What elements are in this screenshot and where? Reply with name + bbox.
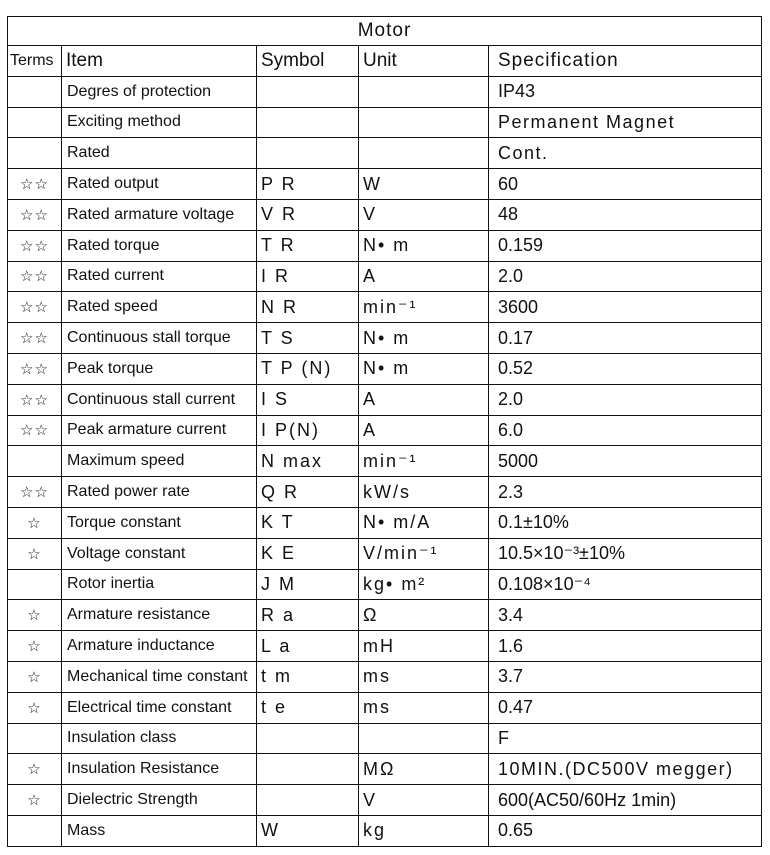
unit-cell: kW/s: [359, 477, 489, 508]
table-row: [8, 323, 762, 354]
terms-cell: [8, 446, 62, 477]
symbol-cell: [257, 723, 359, 754]
unit-cell: ms: [359, 692, 489, 723]
item-cell: Degres of protection: [62, 76, 257, 107]
terms-cell: ☆☆: [8, 323, 62, 354]
header-item: Item: [62, 46, 257, 77]
item-cell: Peak torque: [62, 353, 257, 384]
specification-cell: 0.47: [489, 692, 762, 723]
header-symbol: Symbol: [257, 46, 359, 77]
table-row: [8, 507, 762, 538]
table-row: [8, 815, 762, 846]
table-row: [8, 723, 762, 754]
unit-cell: [359, 107, 489, 138]
unit-cell: N• m: [359, 230, 489, 261]
item-cell: Dielectric Strength: [62, 785, 257, 816]
item-cell: Continuous stall current: [62, 384, 257, 415]
specification-cell: 10MIN.(DC500V megger): [489, 754, 762, 785]
symbol-cell: K E: [257, 538, 359, 569]
unit-cell: min⁻¹: [359, 292, 489, 323]
table-row: [8, 446, 762, 477]
symbol-cell: I S: [257, 384, 359, 415]
unit-cell: kg: [359, 815, 489, 846]
item-cell: Rated torque: [62, 230, 257, 261]
item-cell: Armature inductance: [62, 631, 257, 662]
symbol-cell: Q R: [257, 477, 359, 508]
table-row: [8, 692, 762, 723]
terms-cell: ☆☆: [8, 415, 62, 446]
specification-cell: 3.4: [489, 600, 762, 631]
unit-cell: MΩ: [359, 754, 489, 785]
table-row: [8, 169, 762, 200]
symbol-cell: P R: [257, 169, 359, 200]
unit-cell: A: [359, 415, 489, 446]
symbol-cell: V R: [257, 199, 359, 230]
unit-cell: [359, 138, 489, 169]
symbol-cell: J M: [257, 569, 359, 600]
table-row: [8, 107, 762, 138]
unit-cell: [359, 76, 489, 107]
terms-cell: ☆☆: [8, 169, 62, 200]
table-row: [8, 230, 762, 261]
symbol-cell: [257, 138, 359, 169]
table-row: [8, 569, 762, 600]
table-row: [8, 292, 762, 323]
header-specification: Specification: [489, 46, 762, 77]
unit-cell: V/min⁻¹: [359, 538, 489, 569]
symbol-cell: N max: [257, 446, 359, 477]
table-title: Motor: [8, 17, 762, 46]
symbol-cell: L a: [257, 631, 359, 662]
specification-cell: 1.6: [489, 631, 762, 662]
unit-cell: Ω: [359, 600, 489, 631]
symbol-cell: N R: [257, 292, 359, 323]
terms-cell: ☆: [8, 754, 62, 785]
table-row: [8, 538, 762, 569]
specification-cell: Cont.: [489, 138, 762, 169]
item-cell: Continuous stall torque: [62, 323, 257, 354]
terms-cell: ☆: [8, 692, 62, 723]
terms-cell: ☆: [8, 600, 62, 631]
terms-cell: ☆☆: [8, 384, 62, 415]
item-cell: Insulation class: [62, 723, 257, 754]
symbol-cell: [257, 76, 359, 107]
table-row: [8, 353, 762, 384]
specification-cell: 2.0: [489, 384, 762, 415]
item-cell: Mass: [62, 815, 257, 846]
item-cell: Torque constant: [62, 507, 257, 538]
symbol-cell: t e: [257, 692, 359, 723]
terms-cell: [8, 107, 62, 138]
table-row: [8, 415, 762, 446]
specification-cell: 10.5×10⁻³±10%: [489, 538, 762, 569]
specification-cell: 2.0: [489, 261, 762, 292]
specification-cell: 5000: [489, 446, 762, 477]
unit-cell: N• m: [359, 323, 489, 354]
table-row: [8, 785, 762, 816]
unit-cell: mH: [359, 631, 489, 662]
table-row: [8, 600, 762, 631]
terms-cell: ☆: [8, 661, 62, 692]
terms-cell: ☆: [8, 785, 62, 816]
header-unit: Unit: [359, 46, 489, 77]
symbol-cell: t m: [257, 661, 359, 692]
item-cell: Armature resistance: [62, 600, 257, 631]
terms-cell: ☆: [8, 507, 62, 538]
specification-cell: 0.65: [489, 815, 762, 846]
item-cell: Rated: [62, 138, 257, 169]
specification-cell: 0.1±10%: [489, 507, 762, 538]
specification-cell: 3.7: [489, 661, 762, 692]
symbol-cell: [257, 785, 359, 816]
terms-cell: [8, 76, 62, 107]
item-cell: Rated armature voltage: [62, 199, 257, 230]
specification-cell: 0.52: [489, 353, 762, 384]
table-row: [8, 199, 762, 230]
symbol-cell: T R: [257, 230, 359, 261]
specification-cell: 0.108×10⁻⁴: [489, 569, 762, 600]
item-cell: Rated speed: [62, 292, 257, 323]
terms-cell: [8, 569, 62, 600]
item-cell: Peak armature current: [62, 415, 257, 446]
specification-cell: 0.159: [489, 230, 762, 261]
specification-cell: 600(AC50/60Hz 1min): [489, 785, 762, 816]
terms-cell: ☆☆: [8, 261, 62, 292]
terms-cell: ☆: [8, 538, 62, 569]
unit-cell: V: [359, 199, 489, 230]
symbol-cell: T S: [257, 323, 359, 354]
unit-cell: kg• m²: [359, 569, 489, 600]
item-cell: Rated current: [62, 261, 257, 292]
item-cell: Voltage constant: [62, 538, 257, 569]
specification-cell: 3600: [489, 292, 762, 323]
symbol-cell: [257, 107, 359, 138]
specification-cell: 48: [489, 199, 762, 230]
table-row: [8, 138, 762, 169]
specification-cell: IP43: [489, 76, 762, 107]
terms-cell: [8, 138, 62, 169]
terms-cell: ☆☆: [8, 199, 62, 230]
item-cell: Maximum speed: [62, 446, 257, 477]
unit-cell: N• m/A: [359, 507, 489, 538]
header-row: [8, 46, 762, 77]
motor-spec-table: [7, 16, 762, 847]
item-cell: Electrical time constant: [62, 692, 257, 723]
table-row: [8, 754, 762, 785]
unit-cell: min⁻¹: [359, 446, 489, 477]
symbol-cell: W: [257, 815, 359, 846]
item-cell: Insulation Resistance: [62, 754, 257, 785]
terms-cell: ☆☆: [8, 230, 62, 261]
specification-cell: 0.17: [489, 323, 762, 354]
item-cell: Mechanical time constant: [62, 661, 257, 692]
unit-cell: [359, 723, 489, 754]
item-cell: Rated output: [62, 169, 257, 200]
unit-cell: ms: [359, 661, 489, 692]
terms-cell: ☆☆: [8, 292, 62, 323]
header-terms: Terms: [8, 46, 62, 77]
table-row: [8, 661, 762, 692]
spec-rows: [8, 76, 762, 846]
item-cell: Rated power rate: [62, 477, 257, 508]
terms-cell: [8, 723, 62, 754]
unit-cell: W: [359, 169, 489, 200]
item-cell: Rotor inertia: [62, 569, 257, 600]
terms-cell: ☆: [8, 631, 62, 662]
specification-cell: Permanent Magnet: [489, 107, 762, 138]
terms-cell: [8, 815, 62, 846]
symbol-cell: I R: [257, 261, 359, 292]
symbol-cell: K T: [257, 507, 359, 538]
unit-cell: N• m: [359, 353, 489, 384]
symbol-cell: R a: [257, 600, 359, 631]
symbol-cell: I P(N): [257, 415, 359, 446]
specification-cell: 60: [489, 169, 762, 200]
terms-cell: ☆☆: [8, 353, 62, 384]
specification-cell: 2.3: [489, 477, 762, 508]
table-row: [8, 76, 762, 107]
terms-cell: ☆☆: [8, 477, 62, 508]
symbol-cell: T P (N): [257, 353, 359, 384]
table-row: [8, 261, 762, 292]
symbol-cell: [257, 754, 359, 785]
unit-cell: V: [359, 785, 489, 816]
unit-cell: A: [359, 261, 489, 292]
specification-cell: 6.0: [489, 415, 762, 446]
item-cell: Exciting method: [62, 107, 257, 138]
table-row: [8, 631, 762, 662]
table-row: [8, 477, 762, 508]
unit-cell: A: [359, 384, 489, 415]
specification-cell: F: [489, 723, 762, 754]
table-row: [8, 384, 762, 415]
